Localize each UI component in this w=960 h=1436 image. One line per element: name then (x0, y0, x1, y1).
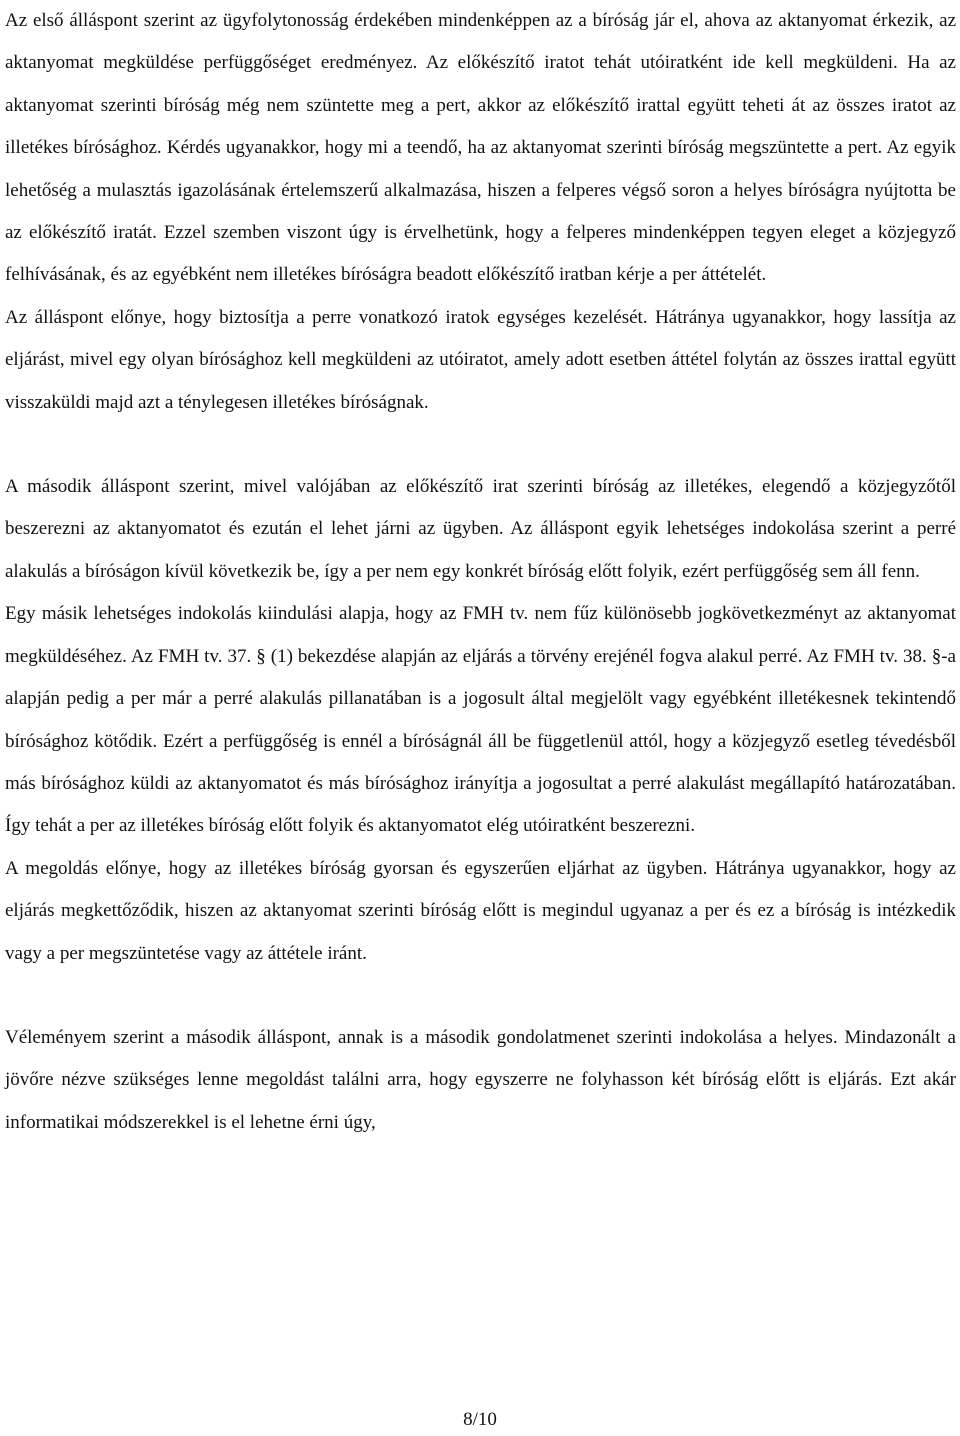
paragraph-first-position: Az első álláspont szerint az ügyfolytonosság érdekében mindenképpen az a bíróság jár el, ahova az aktanyomat érkezik, az aktanyomat megküldése perfüggőséget eredményez. Az előkészítő iratot tehát utóiratként ide kell megküldeni. Ha az aktanyomat szerinti bíróság még nem szüntette meg a pert, akkor az előkészítő irattal együtt teheti át az összes iratot az illetékes bírósághoz. Kérdés ugyanakkor, hogy mi a teendő, ha az aktanyomat szerinti bíróság megszüntette a pert. Az egyik lehetőség a mulasztás igazolásának értelemszerű alkalmazása, hiszen a felperes végső soron a helyes bíróságra nyújtotta be az előkészítő iratát. Ezzel szemben viszont úgy is érvelhetünk, hogy a felperes mindenképpen tegyen eleget a közjegyző felhívásának, és az egyébként nem illetékes bíróságra beadott előkészítő iratban kérje a per áttételét. (5, 10, 956, 286)
paragraph-gap (5, 975, 956, 1017)
paragraph-gap (5, 424, 956, 466)
paragraph-second-position-evaluation: A megoldás előnye, hogy az illetékes bíróság gyorsan és egyszerűen eljárhat az ügyben. Hátránya ugyanakkor, hogy az eljárás megkettőződik, hiszen az aktanyomat szerinti bíróság előtt is megindul ugyanaz a per és ez a bíróság is intézkedik vagy a per megszüntetése vagy az áttétele iránt. (5, 857, 956, 964)
paragraph-first-position-evaluation: Az álláspont előnye, hogy biztosítja a perre vonatkozó iratok egységes kezelését. Hátránya ugyanakkor, hogy lassítja az eljárást, mivel egy olyan bírósághoz kell megküldeni az utóiratot, amely adott esetben áttétel folytán az összes irattal együtt visszaküldi majd azt a ténylegesen illetékes bíróságnak. (5, 306, 956, 413)
paragraph-second-reasoning: Egy másik lehetséges indokolás kiindulási alapja, hogy az FMH tv. nem fűz különösebb jogkövetkezményt az aktanyomat megküldéséhez. Az FMH tv. 37. § (1) bekezdése alapján az eljárás a törvény erejénél fogva alakul perré. Az FMH tv. 38. §-a alapján pedig a per már a perré alakulás pillanatában is a jogosult által megjelölt vagy egyébként illetékesnek tekintendő bírósághoz kötődik. Ezért a perfüggőség is ennél a bíróságnál áll be függetlenül attól, hogy a közjegyző esetleg tévedésből más bírósághoz küldi az aktanyomatot és más bírósághoz irányítja a jogosultat a perré alakulást megállapító határozatában. Így tehát a per az illetékes bíróság előtt folyik és aktanyomatot elég utóiratként beszerezni. (5, 603, 956, 837)
page-number: 8/10 (463, 1409, 497, 1430)
paragraph-second-position: A második álláspont szerint, mivel valójában az előkészítő irat szerinti bíróság az illetékes, elegendő a közjegyzőtől beszerezni az aktanyomatot és ezután el lehet járni az ügyben. Az álláspont egyik lehetséges indokolása szerint a perré alakulás a bíróságon kívül következik be, így a per nem egy konkrét bíróság előtt folyik, ezért perfüggőség sem áll fenn. (5, 476, 956, 582)
paragraph-author-opinion: Véleményem szerint a második álláspont, annak is a második gondolatmenet szerinti indokolása a helyes. Mindazonált a jövőre nézve szükséges lenne megoldást találni arra, hogy egyszerre ne folyhasson két bíróság előtt is eljárás. Ezt akár informatikai módszerekkel is el lehetne érni úgy, (5, 1026, 956, 1133)
document-body (5, 0, 956, 1144)
